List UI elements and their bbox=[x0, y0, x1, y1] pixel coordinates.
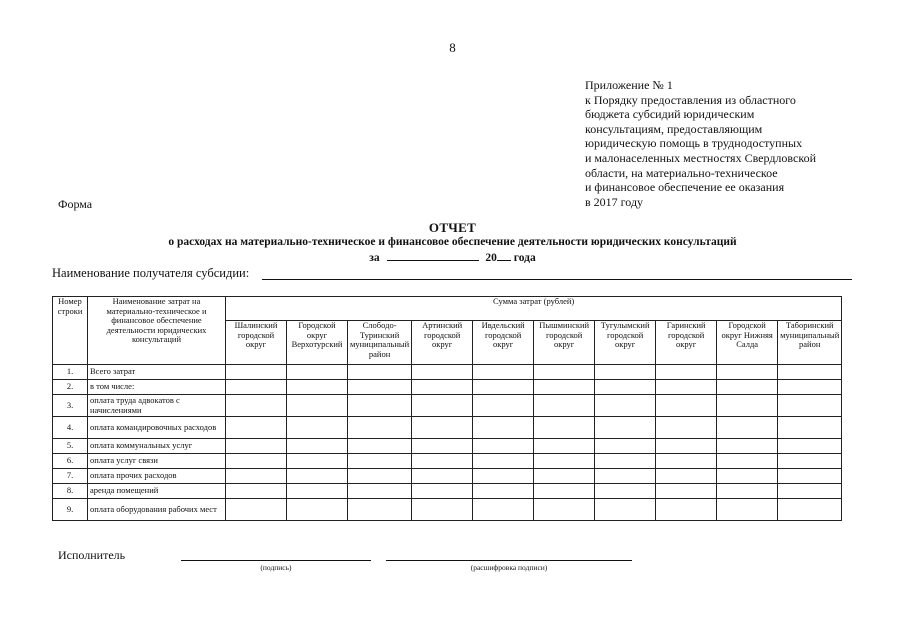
amount-cell[interactable] bbox=[348, 484, 412, 499]
row-number: 2. bbox=[53, 380, 88, 395]
amount-cell[interactable] bbox=[656, 439, 717, 454]
table-row bbox=[53, 499, 842, 521]
amount-cell[interactable] bbox=[717, 417, 778, 439]
amount-cell[interactable] bbox=[595, 499, 656, 521]
amount-cell[interactable] bbox=[412, 499, 473, 521]
recipient-field[interactable] bbox=[262, 279, 852, 280]
row-number: 7. bbox=[53, 469, 88, 484]
amount-cell[interactable] bbox=[595, 484, 656, 499]
amount-cell[interactable] bbox=[534, 439, 595, 454]
report-title: ОТЧЕТ bbox=[428, 220, 477, 235]
amount-cell[interactable] bbox=[717, 454, 778, 469]
period-prefix: за bbox=[369, 252, 380, 264]
amount-cell[interactable] bbox=[473, 484, 534, 499]
amount-cell[interactable] bbox=[473, 439, 534, 454]
amount-cell[interactable] bbox=[717, 469, 778, 484]
amount-cell[interactable] bbox=[226, 484, 287, 499]
row-number: 6. bbox=[53, 454, 88, 469]
amount-cell[interactable] bbox=[595, 469, 656, 484]
table-row bbox=[53, 365, 842, 380]
report-subtitle: о расходах на материально-техническое и финансовое обеспечение деятельности юридических консультаций bbox=[168, 236, 737, 248]
amount-cell[interactable] bbox=[226, 417, 287, 439]
row-name: оплата командировочных расходов bbox=[88, 417, 226, 439]
amount-cell[interactable] bbox=[348, 380, 412, 395]
amount-cell[interactable] bbox=[717, 439, 778, 454]
appendix-line: Приложение № 1 bbox=[585, 78, 673, 92]
amount-cell[interactable] bbox=[534, 484, 595, 499]
amount-cell[interactable] bbox=[287, 439, 348, 454]
amount-cell[interactable] bbox=[348, 365, 412, 380]
period-year-prefix: 20 bbox=[485, 252, 497, 264]
amount-cell[interactable] bbox=[412, 417, 473, 439]
amount-cell[interactable] bbox=[656, 469, 717, 484]
amount-cell[interactable] bbox=[534, 499, 595, 521]
amount-cell[interactable] bbox=[348, 499, 412, 521]
row-name: в том числе: bbox=[88, 380, 226, 395]
table-row bbox=[53, 469, 842, 484]
amount-cell[interactable] bbox=[226, 439, 287, 454]
amount-cell[interactable] bbox=[412, 395, 473, 417]
header-row-number: Номер строки bbox=[53, 297, 88, 365]
period-blank[interactable] bbox=[387, 250, 479, 261]
amount-cell[interactable] bbox=[778, 454, 842, 469]
amount-cell[interactable] bbox=[534, 454, 595, 469]
amount-cell[interactable] bbox=[412, 380, 473, 395]
header-expense-name: Наименование затрат на материально-техническое и финансовое обеспечение деятельности юридических консультаций bbox=[88, 297, 226, 365]
header-district: Слободо-Туринский муниципальный район bbox=[348, 321, 412, 365]
row-name: оплата прочих расходов bbox=[88, 469, 226, 484]
amount-cell[interactable] bbox=[348, 395, 412, 417]
executor-label: Исполнитель bbox=[58, 548, 126, 562]
signature-decoding-field[interactable] bbox=[386, 560, 632, 561]
amount-cell[interactable] bbox=[473, 395, 534, 417]
amount-cell[interactable] bbox=[534, 380, 595, 395]
amount-cell[interactable] bbox=[473, 454, 534, 469]
amount-cell[interactable] bbox=[656, 395, 717, 417]
row-name: Всего затрат bbox=[88, 365, 226, 380]
amount-cell[interactable] bbox=[534, 365, 595, 380]
amount-cell[interactable] bbox=[656, 499, 717, 521]
header-district: Шалинский городской округ bbox=[226, 321, 287, 365]
amount-cell[interactable] bbox=[348, 417, 412, 439]
amount-cell[interactable] bbox=[595, 380, 656, 395]
amount-cell[interactable] bbox=[412, 484, 473, 499]
amount-cell[interactable] bbox=[778, 395, 842, 417]
row-name: оплата услуг связи bbox=[88, 454, 226, 469]
amount-cell[interactable] bbox=[473, 417, 534, 439]
amount-cell[interactable] bbox=[778, 484, 842, 499]
amount-cell[interactable] bbox=[595, 417, 656, 439]
table-row bbox=[53, 454, 842, 469]
amount-cell[interactable] bbox=[778, 499, 842, 521]
amount-cell[interactable] bbox=[595, 454, 656, 469]
header-district: Артинский городской округ bbox=[412, 321, 473, 365]
row-number: 9. bbox=[53, 499, 88, 521]
amount-cell[interactable] bbox=[656, 380, 717, 395]
amount-cell[interactable] bbox=[778, 365, 842, 380]
amount-cell[interactable] bbox=[226, 380, 287, 395]
decoding-caption: (расшифровка подписи) bbox=[470, 563, 548, 572]
appendix-line: области, на материально-техническое bbox=[585, 165, 778, 180]
row-name: оплата коммунальных услуг bbox=[88, 439, 226, 454]
amount-cell[interactable] bbox=[534, 469, 595, 484]
header-sum: Сумма затрат (рублей) bbox=[226, 297, 842, 321]
amount-cell[interactable] bbox=[717, 395, 778, 417]
amount-cell[interactable] bbox=[778, 469, 842, 484]
amount-cell[interactable] bbox=[226, 365, 287, 380]
amount-cell[interactable] bbox=[287, 469, 348, 484]
header-district: Гаринский городской округ bbox=[656, 321, 717, 365]
page-number: 8 bbox=[449, 40, 456, 55]
row-number: 4. bbox=[53, 417, 88, 439]
amount-cell[interactable] bbox=[778, 380, 842, 395]
amount-cell[interactable] bbox=[287, 365, 348, 380]
row-name: оплата труда адвокатов с начислениями bbox=[88, 395, 226, 417]
header-district: Городской округ Верхотурский bbox=[287, 321, 348, 365]
amount-cell[interactable] bbox=[717, 484, 778, 499]
header-district: Тугулымский городской округ bbox=[595, 321, 656, 365]
recipient-label: Наименование получателя субсидии: bbox=[52, 266, 250, 280]
amount-cell[interactable] bbox=[534, 395, 595, 417]
table-row bbox=[53, 484, 842, 499]
header-district: Пышминский городской округ bbox=[534, 321, 595, 365]
amount-cell[interactable] bbox=[226, 454, 287, 469]
expense-table bbox=[52, 296, 842, 521]
header-district: Таборинский муниципальный район bbox=[778, 321, 842, 365]
amount-cell[interactable] bbox=[717, 499, 778, 521]
amount-cell[interactable] bbox=[287, 380, 348, 395]
report-period bbox=[0, 250, 905, 264]
appendix-line: юридическую помощь в труднодоступных bbox=[585, 136, 803, 151]
row-name: аренда помещений bbox=[88, 484, 226, 499]
amount-cell[interactable] bbox=[287, 484, 348, 499]
table-row bbox=[53, 439, 842, 454]
amount-cell[interactable] bbox=[778, 439, 842, 454]
amount-cell[interactable] bbox=[656, 484, 717, 499]
table-row bbox=[53, 395, 842, 417]
amount-cell[interactable] bbox=[287, 454, 348, 469]
amount-cell[interactable] bbox=[595, 395, 656, 417]
amount-cell[interactable] bbox=[412, 454, 473, 469]
appendix-line: к Порядку предоставления из областного bbox=[585, 92, 796, 107]
amount-cell[interactable] bbox=[348, 454, 412, 469]
signature-field[interactable] bbox=[181, 560, 371, 561]
amount-cell[interactable] bbox=[717, 380, 778, 395]
amount-cell[interactable] bbox=[348, 469, 412, 484]
header-district: Ивдельский городской округ bbox=[473, 321, 534, 365]
period-year-blank[interactable] bbox=[497, 250, 511, 261]
amount-cell[interactable] bbox=[226, 469, 287, 484]
amount-cell[interactable] bbox=[226, 499, 287, 521]
amount-cell[interactable] bbox=[656, 417, 717, 439]
table-row bbox=[53, 417, 842, 439]
amount-cell[interactable] bbox=[287, 499, 348, 521]
amount-cell[interactable] bbox=[473, 469, 534, 484]
amount-cell[interactable] bbox=[595, 365, 656, 380]
amount-cell[interactable] bbox=[473, 499, 534, 521]
amount-cell[interactable] bbox=[473, 380, 534, 395]
amount-cell[interactable] bbox=[226, 395, 287, 417]
amount-cell[interactable] bbox=[287, 395, 348, 417]
appendix-block bbox=[585, 78, 885, 209]
amount-cell[interactable] bbox=[348, 439, 412, 454]
signature-caption: (подпись) bbox=[260, 563, 292, 572]
amount-cell[interactable] bbox=[656, 365, 717, 380]
header-district: Городской округ Нижняя Салда bbox=[717, 321, 778, 365]
amount-cell[interactable] bbox=[473, 365, 534, 380]
row-number: 5. bbox=[53, 439, 88, 454]
appendix-line: и финансовое обеспечение ее оказания bbox=[585, 180, 785, 195]
amount-cell[interactable] bbox=[595, 439, 656, 454]
amount-cell[interactable] bbox=[656, 454, 717, 469]
appendix-line: бюджета субсидий юридическим bbox=[585, 107, 755, 122]
row-number: 1. bbox=[53, 365, 88, 380]
table-row bbox=[53, 380, 842, 395]
amount-cell[interactable] bbox=[778, 417, 842, 439]
appendix-line: и малонаселенных местностях Свердловской bbox=[585, 150, 816, 165]
appendix-line: консультациям, предоставляющим bbox=[585, 121, 763, 136]
row-number: 3. bbox=[53, 395, 88, 417]
period-suffix: года bbox=[513, 252, 536, 264]
row-number: 8. bbox=[53, 484, 88, 499]
amount-cell[interactable] bbox=[534, 417, 595, 439]
amount-cell[interactable] bbox=[717, 365, 778, 380]
appendix-line: в 2017 году bbox=[585, 194, 644, 209]
amount-cell[interactable] bbox=[287, 417, 348, 439]
row-name: оплата оборудования рабочих мест bbox=[88, 499, 226, 521]
form-label: Форма bbox=[58, 197, 93, 211]
amount-cell[interactable] bbox=[412, 365, 473, 380]
amount-cell[interactable] bbox=[412, 439, 473, 454]
amount-cell[interactable] bbox=[412, 469, 473, 484]
